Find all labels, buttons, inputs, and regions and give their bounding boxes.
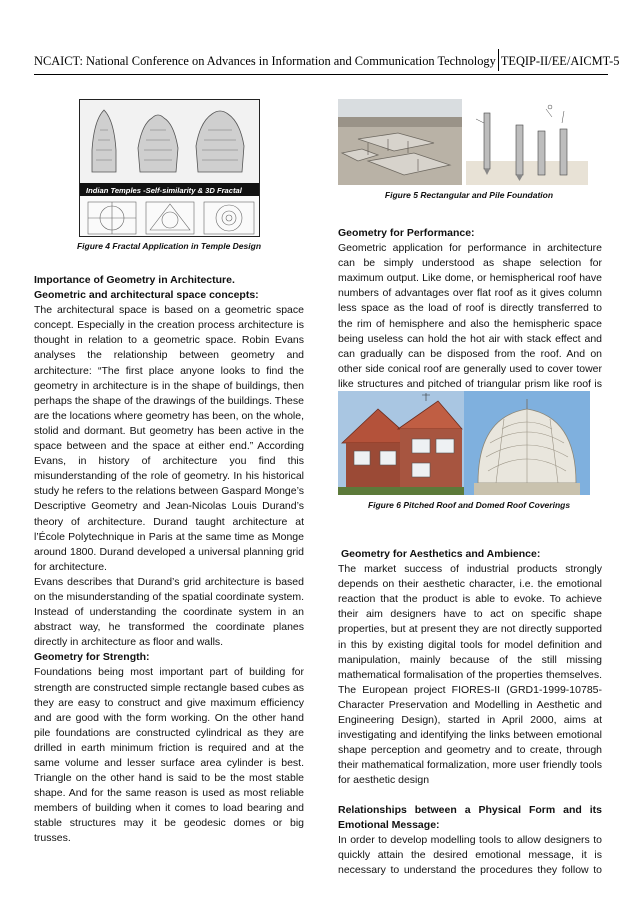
paragraph-performance: Geometric application for performance in architecture can be simply understood as shape selection for maximum output. Like dome, or hemispherical roof have numbers of advantages over flat roof as it gives column less space as the load of roof is directly transferred to the rim of hemisphere and also the hemispheric space being useless can hold the hot air with stack effect and can gradually can be disposed from the roof. And on other side conical roof are generally used to cover tower like structures and pitched of triangular prism like roof is [338,242,602,390]
temple-fractal-illustration [80,100,260,237]
paragraph-strength: Foundations being most important part of building for strength are constructed simple rectangle based cubes as they are easy to construct and give maximum efficiency and are good with the form working. On the other hand pile foundations are constructed cylindrical as they are drilled in earth minimum friction is required and at the same volume and lesser surface area cylinder is best. Triangle on the other hand is said to be the most stable shape. And for the same reason is used as most reliable members of building when it comes to load bearing and stable structures may it be geodesic domes or big trusses. [34,666,304,845]
running-header [34,49,620,75]
pitched-and-domed-roof-photos [338,391,590,495]
section-heading-aesthetics: Geometry for Aesthetics and Ambience: [341,548,541,560]
section-heading-importance: Importance of Geometry in Architecture. [34,274,235,286]
header-conference: NCAICT: National Conference on Advances in Information and Communication Technology [34,54,496,68]
right-column-bottom [338,547,602,878]
figure-6-image [338,391,590,495]
figure-4-caption: Figure 4 Fractal Application in Temple Design [76,241,262,251]
section-heading-strength: Geometry for Strength: [34,651,150,664]
foundation-photo-and-diagram [338,99,588,185]
figure-4-banner: Indian Temples -Self-similarity & 3D Fractal [86,186,242,195]
section-heading-performance: Geometry for Performance: [338,227,475,239]
figure-6-caption: Figure 6 Pitched Roof and Domed Roof Coverings [367,500,571,510]
right-column-top [338,226,602,407]
header-separator [498,49,499,71]
figure-5-image [338,99,588,185]
figure-4-image [79,99,260,237]
paragraph-space-concepts: The architectural space is based on a geometric space concept. Especially in the creation process architecture is thought in relation to a geometric space. Robin Evans analyses the relationship between geometry and architecture: “The first place anyone looks to find the geometry in architecture is in the shape of buildings, then perhaps the shape of the drawings of the buildings. These are the locations where geometry has been, on the whole, stolid and dormant. But geometry has been active in the space between and the space at either end.” According Evans, in history of architecture you find this misunderstanding of the role of geometry. In his historical study he refers to the relations between Gaspard Monge’s Descriptive Geometry and Jean-Nicolas Louis Durand’s theory of architecture. Durand taught architecture at l’École Polytechnique in Paris at the same time as Monge around 1800. Durand developed a universal planning grid for architecture. [34,304,304,573]
paragraph-durand-grid: Evans describes that Durand’s grid architecture is based on the misunderstanding of the spatial coordinate system. Instead of understanding the coordinate system in an abstract way, he transformed the coordinate planes directly in architecture as floor and walls. [34,575,304,649]
section-heading-space-concepts: Geometric and architectural space concepts: [34,289,259,302]
left-column [34,273,304,847]
section-heading-relationships: Relationships between a Physical Form and its Emotional Message: [338,803,602,831]
header-code: TEQIP-II/EE/AICMT-5 [500,54,620,68]
paragraph-relationships: In order to develop modelling tools to allow designers to quickly attain the desired emotional message, it is necessary to understand the procedures they follow to [338,833,602,876]
figure-5-caption: Figure 5 Rectangular and Pile Foundation [384,190,554,200]
paragraph-aesthetics: The market success of industrial products strongly depends on their aesthetic character, i.e. the emotional reaction that the product is able to evoke. To achieve their aim designers have to act on specific shape properties, but at present they are not directly supported in this by existing digital tools for model definition and manipulation, mainly because of the still missing mathematical formalisation of the properties themselves. The European project FIORES-II (GRD1-1999-10785-Character Preservation and Modelling in Aesthetic and Engineering Design), started in April 2000, aims at investigating and identifying the links between emotional shape perception and geometry and to create, through their mathematical formalization, more user friendly tools for aesthetic design [338,563,602,787]
